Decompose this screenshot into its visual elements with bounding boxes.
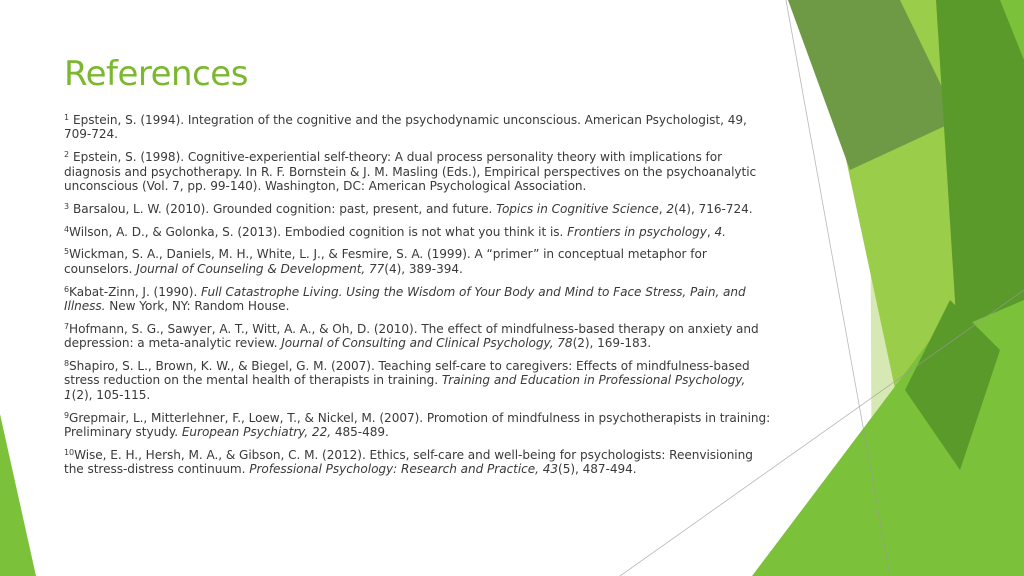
reference-number: 6 — [64, 284, 70, 294]
reference-number: 3 — [64, 201, 70, 211]
reference-item — [64, 225, 774, 239]
reference-number: 2 — [64, 150, 70, 160]
reference-number: 10 — [64, 447, 75, 457]
reference-text: 485-489. — [331, 425, 389, 440]
reference-list — [64, 113, 774, 485]
reference-number: 8 — [64, 359, 70, 369]
reference-text: New York, NY: Random House. — [105, 299, 290, 314]
reference-item — [64, 113, 774, 142]
reference-item — [64, 411, 774, 440]
reference-item — [64, 247, 774, 276]
reference-number: 1 — [64, 113, 70, 122]
reference-item — [64, 322, 774, 351]
reference-text: (2), 169-183. — [572, 336, 652, 351]
reference-text: (4), 389-394. — [384, 261, 463, 276]
reference-number: 7 — [64, 321, 70, 331]
reference-item — [64, 285, 774, 314]
reference-text: Wickman, S. A., Daniels, M. H., White, L. J., & Fesmire, S. A. (1999). A “primer” in conceptual metaphor for counselors. — [64, 247, 707, 276]
reference-text: Grepmair, L., Mitterlehner, F., Loew, T., & Nickel, M. (2007). Promotion of mindfulness in psychotherapists in training: Preliminary styudy. — [64, 410, 771, 440]
reference-text: Barsalou, L. W. (2010). Grounded cognition: past, present, and future. — [73, 201, 497, 216]
reference-item — [64, 448, 774, 477]
reference-number: 5 — [64, 247, 70, 257]
reference-source-italic: Journal of Counseling & Development, 77 — [136, 261, 385, 276]
reference-number: 4 — [64, 224, 70, 234]
reference-item — [64, 359, 774, 402]
slide-title: References — [64, 54, 248, 94]
reference-text: (4), 716-724. — [673, 201, 753, 216]
reference-text: , — [706, 224, 715, 239]
reference-text: , — [658, 201, 667, 216]
reference-source-italic: Topics in Cognitive Science — [496, 201, 659, 216]
reference-item — [64, 150, 774, 193]
reference-number: 9 — [64, 410, 70, 420]
reference-source-italic: Frontiers in psychology — [567, 224, 707, 239]
reference-source-italic: European Psychiatry, 22, — [181, 425, 332, 440]
reference-text: Epstein, S. (1994). Integration of the cognitive and the psychodynamic unconscious. American Psychologist, 49, 709-724. — [64, 113, 747, 142]
reference-text: (2), 105-115. — [71, 387, 151, 402]
reference-source-italic: Full Catastrophe Living. Using the Wisdom of Your Body and Mind to Face Stress, Pain, and Illness. — [64, 284, 746, 314]
reference-text: (5), 487-494. — [558, 462, 637, 477]
reference-source-italic: Professional Psychology: Research and Practice, 43 — [249, 462, 559, 477]
reference-text: Wilson, A. D., & Golonka, S. (2013). Embodied cognition is not what you think it is. — [69, 224, 568, 239]
reference-source-italic: Training and Education in Professional Psychology, 1 — [64, 373, 746, 402]
reference-source-italic: Journal of Consulting and Clinical Psychology, 78 — [281, 336, 573, 351]
reference-text: Kabat-Zinn, J. (1990). — [69, 284, 202, 299]
reference-item — [64, 202, 774, 216]
reference-text: Wise, E. H., Hersh, M. A., & Gibson, C. M. (2012). Ethics, self-care and well-being for psychologists: Reenvisioning the stress-distress continuum. — [64, 447, 753, 477]
reference-source-italic: 2 — [666, 201, 674, 216]
reference-text: Shapiro, S. L., Brown, K. W., & Biegel, G. M. (2007). Teaching self-care to caregivers: Effects of mindfulness-based stress reduction on the mental health of therapists in training. — [64, 359, 750, 388]
reference-source-italic: 4. — [714, 224, 726, 239]
facet-left-edge — [0, 414, 36, 576]
reference-text: Epstein, S. (1998). Cognitive-experiential self-theory: A dual process personality theory with implications for diagnosis and psychotherapy. In R. F. Bornstein & J. M. Masling (Eds.), Empirical perspectives on the psychoanalytic unconscious (Vol. 7, pp. 99-140). Washington, DC: American Psychological Association. — [64, 150, 757, 194]
reference-text: Hofmann, S. G., Sawyer, A. T., Witt, A. A., & Oh, D. (2010). The effect of mindfulness-based therapy on anxiety and depression: a meta-analytic review. — [64, 321, 759, 351]
